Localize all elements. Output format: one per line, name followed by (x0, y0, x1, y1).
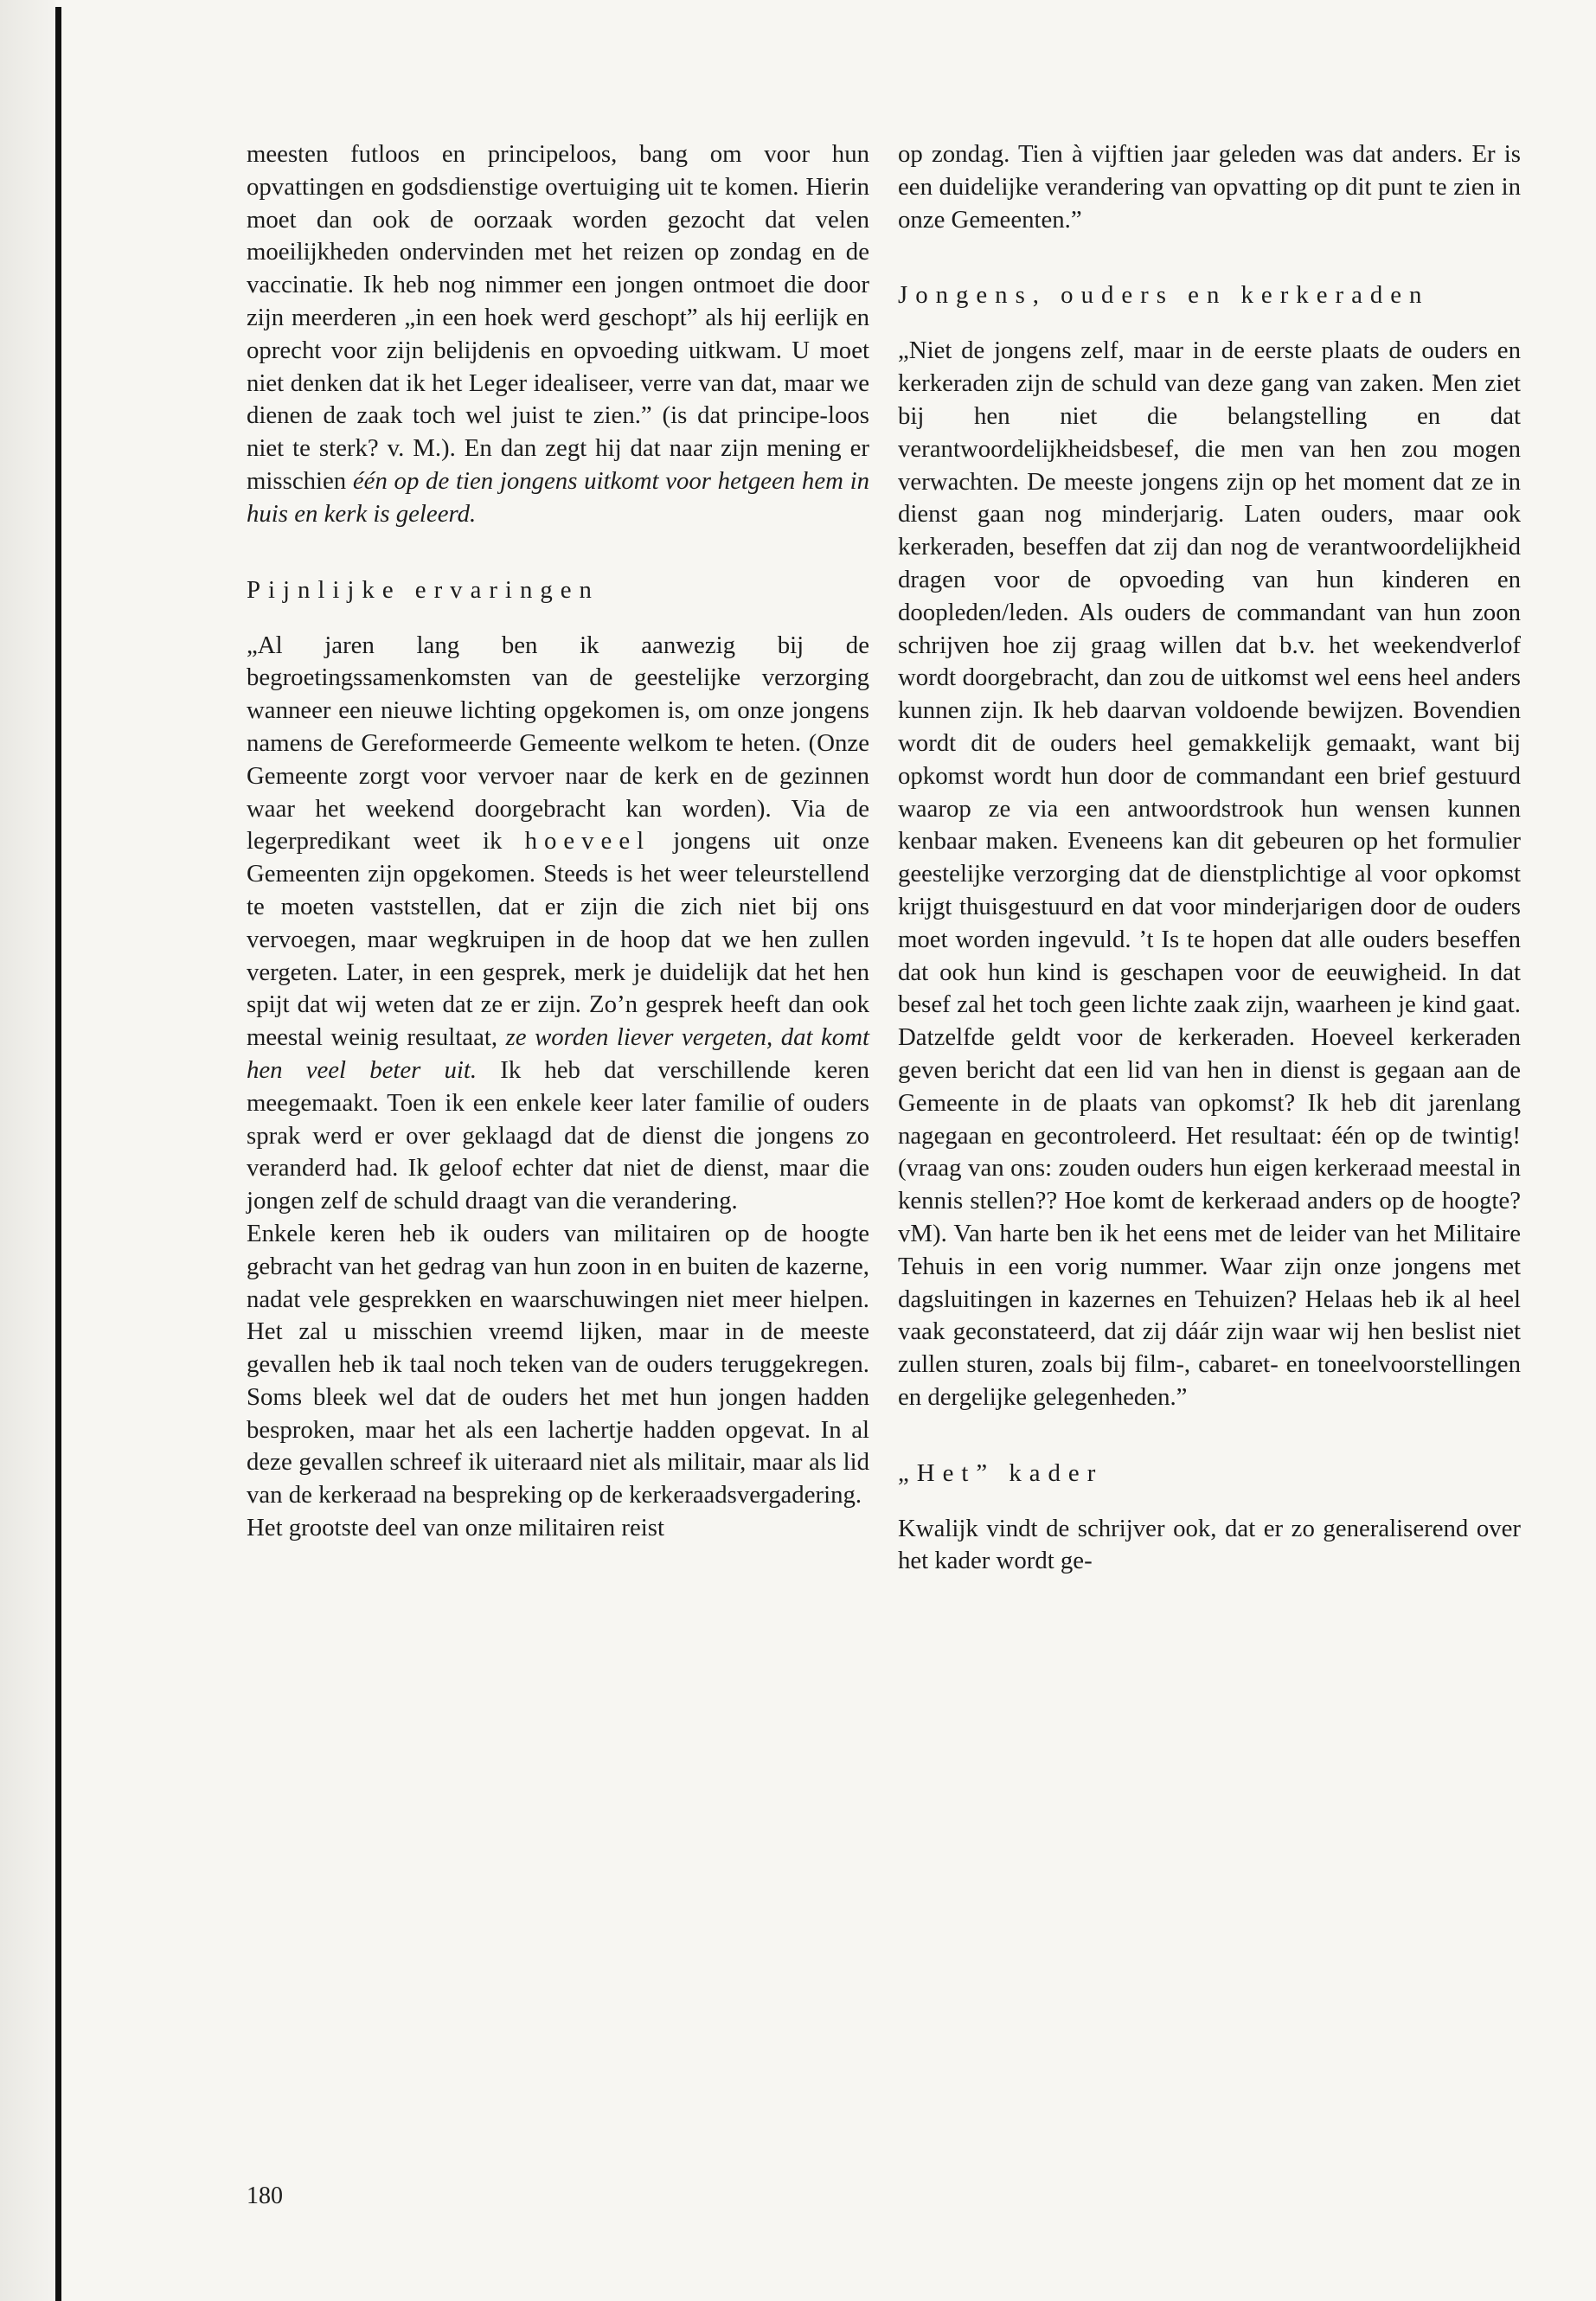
page-number: 180 (247, 2182, 283, 2209)
right-column (898, 138, 1521, 1578)
section-heading: „Het” kader (898, 1458, 1104, 1487)
section-heading: Pijnlijke ervaringen (247, 575, 599, 604)
emphasis-text: ze worden liever vergeten, dat komt hen veel beter uit. (247, 1023, 869, 1084)
paragraph: Het grootste deel van onze militairen reist (247, 1514, 664, 1542)
page-margin-shadow (0, 0, 55, 2301)
section-heading: Jongens, ouders en kerkeraden (898, 281, 1430, 310)
binding-edge (55, 7, 61, 2301)
paragraph: Enkele keren heb ik ouders van militairen op de hoogte gebracht van het gedrag van hun zoon in en buiten de kazerne, nadat vele gesprekken en waarschuwingen niet meer hielpen. Het zal u misschien vreemd lijken, maar in de meeste gevallen heb ik taal noch teken van de ouders teruggekregen. Soms bleek wel dat de ouders het met hun jongen hadden besproken, maar het als een lachertje hadden opgevat. In al deze gevallen schreef ik uiteraard niet als militair, maar als lid van de kerkeraad na bespreking op de kerkeraadsvergadering. (247, 1219, 869, 1509)
paragraph: „Al jaren lang ben ik aanwezig bij de begroetingssamenkomsten van de geestelijke verzorging wanneer een nieuwe lichting opgekomen is, om onze jongens namens de Gereformeerde Gemeente welkom te heten. (Onze Gemeente zorgt voor vervoer naar de kerk en de gezinnen waar het weekend doorgebracht kan worden). Via de legerpredikant weet ik hoeveel jongens uit onze Gemeenten zijn opgekomen. Steeds is het weer teleurstellend te moeten vaststellen, dat er zijn die zich niet bij ons vervoegen, maar wegkruipen in de hoop dat we hen zullen vergeten. Later, in een gesprek, merk je duidelijk dat het hen spijt dat wij weten dat ze er zijn. Zo’n gesprek heeft dan ook meestal weinig resultaat, ze worden liever vergeten, dat komt hen veel beter uit. Ik heb dat verschillende keren meegemaakt. Toen ik een enkele keer later familie of ouders sprak werd er over geklaagd dat de dienst die jongens zo veranderd had. Ik geloof echter dat niet de dienst, maar die jongen zelf de schuld draagt van die verandering. (247, 631, 869, 1215)
paragraph: meesten futloos en principeloos, bang om voor hun opvattingen en godsdienstige overtuiging uit te komen. Hierin moet dan ook de oorzaak worden gezocht dat velen moeilijkheden ondervinden met het reizen op zondag en de vaccinatie. Ik heb nog nimmer een jongen ontmoet die door zijn meerderen „in een hoek werd geschopt” als hij eerlijk en oprecht voor zijn belijdenis en opvoeding uitkwam. U moet niet denken dat ik het Leger idealiseer, verre van dat, maar we dienen de zaak toch wel juist te zien.” (is dat principe-loos niet te sterk? v. M.). En dan zegt hij dat naar zijn mening er misschien één op de tien jongens uitkomt voor hetgeen hem in huis en kerk is geleerd. (247, 140, 870, 528)
paragraph: Kwalijk vindt de schrijver ook, dat er zo generaliserend over het kader wordt ge- (898, 1514, 1521, 1575)
paragraph: op zondag. Tien à vijftien jaar geleden was dat anders. Er is een duidelijke verandering van opvatting op dit punt te zien in onze Gemeenten.” (898, 140, 1521, 234)
emphasis-text: één op de tien jongens uitkomt voor hetgeen hem in huis en kerk is geleerd. (247, 466, 870, 528)
spaced-emphasis: hoeveel (524, 827, 651, 856)
paragraph: „Niet de jongens zelf, maar in de eerste plaats de ouders en kerkeraden zijn de schuld van deze gang van zaken. Men ziet bij hen niet die belangstelling en dat verantwoordelijkheidsbesef, die men van hen zou mogen verwachten. De meeste jongens zijn op het moment dat ze in dienst gaan nog minderjarig. Laten ouders, maar ook kerkeraden, beseffen dat zij dan nog de verantwoordelijkheid dragen voor de opvoeding van hun kinderen en doopleden/leden. Als ouders de commandant van hun zoon schrijven hoe zij graag willen dat b.v. het weekendverlof wordt doorgebracht, dan zou de uitkomst wel eens heel anders kunnen zijn. Ik heb daarvan voldoende bewijzen. Bovendien wordt dit de ouders heel gemakkelijk gemaakt, want bij opkomst wordt hun door de commandant een brief gestuurd waarop ze via een antwoordstrook hun wensen kunnen kenbaar maken. Eveneens kan dit gebeuren op het formulier geestelijke verzorging dat de dienstplichtige al voor opkomst krijgt thuisgestuurd en dat voor minderjarigen door de ouders moet worden ingevuld. ’t Is te hopen dat alle ouders beseffen dat ook hun kind is geschapen voor de eeuwigheid. In dat besef zal het toch geen lichte zaak zijn, waarheen je kind gaat. Datzelfde geldt voor de kerkeraden. Hoeveel kerkeraden geven bericht dat een lid van hen in dienst is gegaan aan de Gemeente in de plaats van opkomst? Ik heb dit jarenlang nagegaan en gecontroleerd. Het resultaat: één op de twintig! (vraag van ons: zouden ouders hun eigen kerkeraad meestal in kennis stellen?? Hoe komt de kerkeraad anders op de hoogte? vM). Van harte ben ik het eens met de leider van het Militaire Tehuis in een vorig nummer. Waar zijn onze jongens met dagsluitingen in kazernes en Tehuizen? Helaas heb ik al heel vaak geconstateerd, dat zij dáár zijn waar wij hen beslist niet zullen sturen, zoals bij film-, cabaret- en toneelvoorstellingen en dergelijke gelegenheden.” (898, 336, 1521, 1411)
left-column (247, 138, 869, 1545)
